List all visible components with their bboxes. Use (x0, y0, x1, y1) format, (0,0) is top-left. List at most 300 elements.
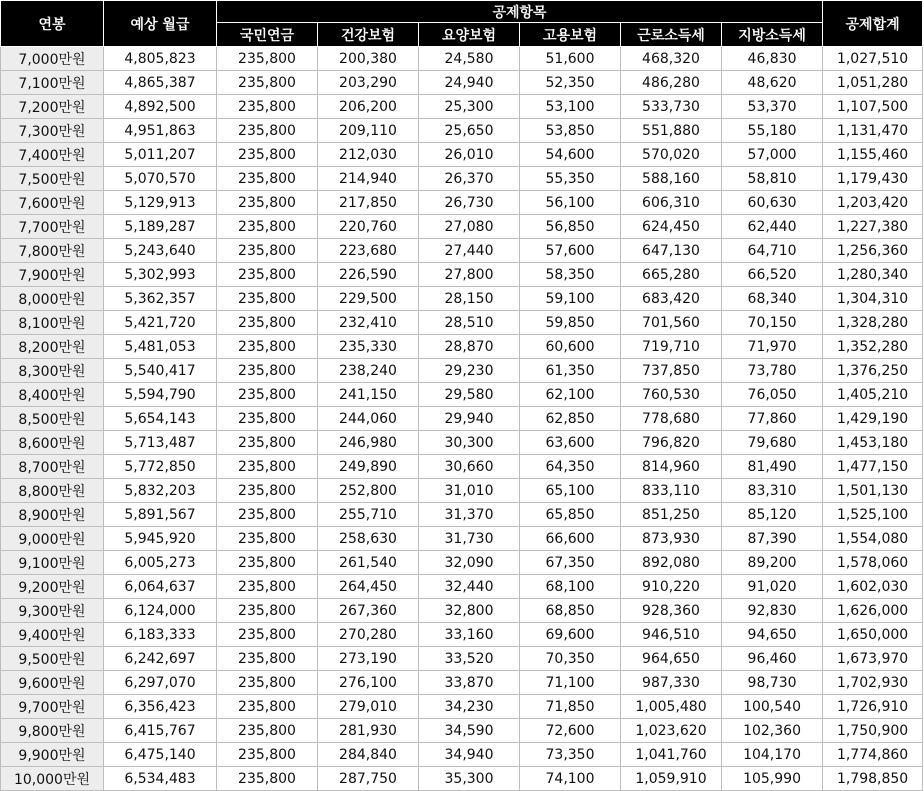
salary-cell: 9,400만원 (1, 623, 104, 647)
table-row (1, 143, 923, 167)
care-insurance-cell: 32,800 (419, 599, 520, 623)
employment-insurance-cell: 59,100 (520, 287, 621, 311)
total-deduction-cell: 1,650,000 (823, 623, 923, 647)
salary-cell: 7,400만원 (1, 143, 104, 167)
salary-cell: 9,500만원 (1, 647, 104, 671)
table-row (1, 431, 923, 455)
total-deduction-cell: 1,429,190 (823, 407, 923, 431)
salary-cell: 8,900만원 (1, 503, 104, 527)
health-insurance-cell: 212,030 (318, 143, 419, 167)
total-deduction-cell: 1,051,280 (823, 71, 923, 95)
care-insurance-cell: 34,590 (419, 719, 520, 743)
employment-insurance-cell: 62,850 (520, 407, 621, 431)
local-income-tax-cell: 48,620 (722, 71, 823, 95)
health-insurance-cell: 223,680 (318, 239, 419, 263)
local-income-tax-cell: 105,990 (722, 767, 823, 791)
local-income-tax-cell: 94,650 (722, 623, 823, 647)
care-insurance-cell: 26,010 (419, 143, 520, 167)
income-tax-cell: 551,880 (621, 119, 722, 143)
employment-insurance-cell: 60,600 (520, 335, 621, 359)
income-tax-cell: 701,560 (621, 311, 722, 335)
employment-insurance-cell: 51,600 (520, 47, 621, 71)
table-row (1, 335, 923, 359)
employment-insurance-cell: 54,600 (520, 143, 621, 167)
care-insurance-cell: 32,440 (419, 575, 520, 599)
total-deduction-cell: 1,304,310 (823, 287, 923, 311)
health-insurance-cell: 249,890 (318, 455, 419, 479)
local-income-tax-cell: 55,180 (722, 119, 823, 143)
national-pension-cell: 235,800 (217, 743, 318, 767)
table-row (1, 119, 923, 143)
salary-cell: 7,600만원 (1, 191, 104, 215)
health-insurance-cell: 235,330 (318, 335, 419, 359)
income-tax-cell: 778,680 (621, 407, 722, 431)
health-insurance-cell: 200,380 (318, 47, 419, 71)
health-insurance-cell: 252,800 (318, 479, 419, 503)
monthly-pay-cell: 4,805,823 (104, 47, 217, 71)
employment-insurance-cell: 56,100 (520, 191, 621, 215)
national-pension-cell: 235,800 (217, 383, 318, 407)
national-pension-cell: 235,800 (217, 167, 318, 191)
table-row (1, 215, 923, 239)
table-row (1, 527, 923, 551)
monthly-pay-cell: 6,064,637 (104, 575, 217, 599)
local-income-tax-cell: 64,710 (722, 239, 823, 263)
employment-insurance-cell: 72,600 (520, 719, 621, 743)
income-tax-cell: 1,059,910 (621, 767, 722, 791)
care-insurance-cell: 31,370 (419, 503, 520, 527)
table-row (1, 575, 923, 599)
total-deduction-cell: 1,256,360 (823, 239, 923, 263)
total-deduction-cell: 1,203,420 (823, 191, 923, 215)
local-income-tax-cell: 92,830 (722, 599, 823, 623)
salary-cell: 9,900만원 (1, 743, 104, 767)
national-pension-cell: 235,800 (217, 335, 318, 359)
salary-cell: 9,300만원 (1, 599, 104, 623)
employment-insurance-cell: 74,100 (520, 767, 621, 791)
national-pension-cell: 235,800 (217, 287, 318, 311)
care-insurance-cell: 31,730 (419, 527, 520, 551)
table-row (1, 479, 923, 503)
employment-insurance-cell: 69,600 (520, 623, 621, 647)
monthly-pay-cell: 6,242,697 (104, 647, 217, 671)
care-insurance-cell: 29,230 (419, 359, 520, 383)
income-tax-cell: 665,280 (621, 263, 722, 287)
salary-cell: 8,500만원 (1, 407, 104, 431)
national-pension-cell: 235,800 (217, 695, 318, 719)
employment-insurance-cell: 53,100 (520, 95, 621, 119)
monthly-pay-cell: 6,297,070 (104, 671, 217, 695)
table-row (1, 719, 923, 743)
total-deduction-cell: 1,179,430 (823, 167, 923, 191)
employment-insurance-cell: 67,350 (520, 551, 621, 575)
income-tax-cell: 606,310 (621, 191, 722, 215)
health-insurance-cell: 246,980 (318, 431, 419, 455)
table-row (1, 383, 923, 407)
employment-insurance-cell: 71,850 (520, 695, 621, 719)
care-insurance-cell: 26,370 (419, 167, 520, 191)
health-insurance-cell: 264,450 (318, 575, 419, 599)
employment-insurance-cell: 55,350 (520, 167, 621, 191)
table-row (1, 287, 923, 311)
care-insurance-cell: 33,870 (419, 671, 520, 695)
care-insurance-cell: 34,940 (419, 743, 520, 767)
monthly-pay-cell: 5,540,417 (104, 359, 217, 383)
local-income-tax-cell: 83,310 (722, 479, 823, 503)
header-total-deduction: 공제합계 (823, 1, 923, 47)
monthly-pay-cell: 5,129,913 (104, 191, 217, 215)
local-income-tax-cell: 58,810 (722, 167, 823, 191)
total-deduction-cell: 1,798,850 (823, 767, 923, 791)
health-insurance-cell: 244,060 (318, 407, 419, 431)
monthly-pay-cell: 5,189,287 (104, 215, 217, 239)
national-pension-cell: 235,800 (217, 431, 318, 455)
national-pension-cell: 235,800 (217, 311, 318, 335)
care-insurance-cell: 25,300 (419, 95, 520, 119)
monthly-pay-cell: 5,713,487 (104, 431, 217, 455)
monthly-pay-cell: 4,951,863 (104, 119, 217, 143)
care-insurance-cell: 34,230 (419, 695, 520, 719)
total-deduction-cell: 1,280,340 (823, 263, 923, 287)
table-row (1, 503, 923, 527)
income-tax-cell: 533,730 (621, 95, 722, 119)
table-row (1, 743, 923, 767)
care-insurance-cell: 29,940 (419, 407, 520, 431)
table-row (1, 71, 923, 95)
income-tax-cell: 851,250 (621, 503, 722, 527)
monthly-pay-cell: 5,945,920 (104, 527, 217, 551)
table-row (1, 647, 923, 671)
national-pension-cell: 235,800 (217, 527, 318, 551)
local-income-tax-cell: 76,050 (722, 383, 823, 407)
salary-cell: 8,200만원 (1, 335, 104, 359)
care-insurance-cell: 30,660 (419, 455, 520, 479)
salary-cell: 9,200만원 (1, 575, 104, 599)
national-pension-cell: 235,800 (217, 359, 318, 383)
health-insurance-cell: 229,500 (318, 287, 419, 311)
table-row (1, 767, 923, 791)
employment-insurance-cell: 68,100 (520, 575, 621, 599)
total-deduction-cell: 1,107,500 (823, 95, 923, 119)
care-insurance-cell: 32,090 (419, 551, 520, 575)
table-row (1, 407, 923, 431)
income-tax-cell: 624,450 (621, 215, 722, 239)
total-deduction-cell: 1,405,210 (823, 383, 923, 407)
employment-insurance-cell: 73,350 (520, 743, 621, 767)
monthly-pay-cell: 6,183,333 (104, 623, 217, 647)
national-pension-cell: 235,800 (217, 143, 318, 167)
care-insurance-cell: 28,150 (419, 287, 520, 311)
income-tax-cell: 760,530 (621, 383, 722, 407)
health-insurance-cell: 258,630 (318, 527, 419, 551)
health-insurance-cell: 232,410 (318, 311, 419, 335)
care-insurance-cell: 33,160 (419, 623, 520, 647)
care-insurance-cell: 35,300 (419, 767, 520, 791)
total-deduction-cell: 1,453,180 (823, 431, 923, 455)
local-income-tax-cell: 91,020 (722, 575, 823, 599)
care-insurance-cell: 27,800 (419, 263, 520, 287)
monthly-pay-cell: 5,243,640 (104, 239, 217, 263)
total-deduction-cell: 1,501,130 (823, 479, 923, 503)
header-national-pension: 국민연금 (217, 23, 318, 47)
table-header (1, 1, 923, 47)
employment-insurance-cell: 53,850 (520, 119, 621, 143)
health-insurance-cell: 214,940 (318, 167, 419, 191)
care-insurance-cell: 28,870 (419, 335, 520, 359)
local-income-tax-cell: 102,360 (722, 719, 823, 743)
salary-cell: 10,000만원 (1, 767, 104, 791)
care-insurance-cell: 25,650 (419, 119, 520, 143)
local-income-tax-cell: 53,370 (722, 95, 823, 119)
income-tax-cell: 796,820 (621, 431, 722, 455)
employment-insurance-cell: 56,850 (520, 215, 621, 239)
national-pension-cell: 235,800 (217, 407, 318, 431)
monthly-pay-cell: 6,005,273 (104, 551, 217, 575)
health-insurance-cell: 267,360 (318, 599, 419, 623)
health-insurance-cell: 209,110 (318, 119, 419, 143)
salary-cell: 9,000만원 (1, 527, 104, 551)
local-income-tax-cell: 62,440 (722, 215, 823, 239)
income-tax-cell: 588,160 (621, 167, 722, 191)
national-pension-cell: 235,800 (217, 239, 318, 263)
income-tax-cell: 814,960 (621, 455, 722, 479)
employment-insurance-cell: 71,100 (520, 671, 621, 695)
local-income-tax-cell: 68,340 (722, 287, 823, 311)
table-row (1, 239, 923, 263)
health-insurance-cell: 273,190 (318, 647, 419, 671)
salary-cell: 7,300만원 (1, 119, 104, 143)
monthly-pay-cell: 6,415,767 (104, 719, 217, 743)
total-deduction-cell: 1,131,470 (823, 119, 923, 143)
income-tax-cell: 910,220 (621, 575, 722, 599)
total-deduction-cell: 1,376,250 (823, 359, 923, 383)
income-tax-cell: 486,280 (621, 71, 722, 95)
national-pension-cell: 235,800 (217, 119, 318, 143)
total-deduction-cell: 1,352,280 (823, 335, 923, 359)
care-insurance-cell: 28,510 (419, 311, 520, 335)
salary-cell: 9,100만원 (1, 551, 104, 575)
total-deduction-cell: 1,774,860 (823, 743, 923, 767)
health-insurance-cell: 226,590 (318, 263, 419, 287)
local-income-tax-cell: 71,970 (722, 335, 823, 359)
national-pension-cell: 235,800 (217, 479, 318, 503)
total-deduction-cell: 1,155,460 (823, 143, 923, 167)
monthly-pay-cell: 6,356,423 (104, 695, 217, 719)
care-insurance-cell: 27,440 (419, 239, 520, 263)
income-tax-cell: 928,360 (621, 599, 722, 623)
local-income-tax-cell: 79,680 (722, 431, 823, 455)
health-insurance-cell: 217,850 (318, 191, 419, 215)
employment-insurance-cell: 70,350 (520, 647, 621, 671)
care-insurance-cell: 29,580 (419, 383, 520, 407)
employment-insurance-cell: 65,850 (520, 503, 621, 527)
income-tax-cell: 468,320 (621, 47, 722, 71)
income-tax-cell: 964,650 (621, 647, 722, 671)
monthly-pay-cell: 5,302,993 (104, 263, 217, 287)
national-pension-cell: 235,800 (217, 47, 318, 71)
health-insurance-cell: 261,540 (318, 551, 419, 575)
care-insurance-cell: 27,080 (419, 215, 520, 239)
health-insurance-cell: 281,930 (318, 719, 419, 743)
monthly-pay-cell: 5,421,720 (104, 311, 217, 335)
local-income-tax-cell: 66,520 (722, 263, 823, 287)
total-deduction-cell: 1,525,100 (823, 503, 923, 527)
salary-cell: 8,800만원 (1, 479, 104, 503)
health-insurance-cell: 276,100 (318, 671, 419, 695)
salary-cell: 9,600만원 (1, 671, 104, 695)
income-tax-cell: 647,130 (621, 239, 722, 263)
total-deduction-cell: 1,477,150 (823, 455, 923, 479)
total-deduction-cell: 1,726,910 (823, 695, 923, 719)
table-row (1, 599, 923, 623)
total-deduction-cell: 1,578,060 (823, 551, 923, 575)
header-employment-insurance: 고용보험 (520, 23, 621, 47)
income-tax-cell: 719,710 (621, 335, 722, 359)
local-income-tax-cell: 85,120 (722, 503, 823, 527)
employment-insurance-cell: 65,100 (520, 479, 621, 503)
income-tax-cell: 1,005,480 (621, 695, 722, 719)
care-insurance-cell: 24,940 (419, 71, 520, 95)
total-deduction-cell: 1,027,510 (823, 47, 923, 71)
care-insurance-cell: 24,580 (419, 47, 520, 71)
national-pension-cell: 235,800 (217, 575, 318, 599)
income-tax-cell: 737,850 (621, 359, 722, 383)
care-insurance-cell: 30,300 (419, 431, 520, 455)
care-insurance-cell: 33,520 (419, 647, 520, 671)
table-row (1, 455, 923, 479)
local-income-tax-cell: 57,000 (722, 143, 823, 167)
income-tax-cell: 1,041,760 (621, 743, 722, 767)
health-insurance-cell: 203,290 (318, 71, 419, 95)
salary-cell: 9,700만원 (1, 695, 104, 719)
total-deduction-cell: 1,626,000 (823, 599, 923, 623)
monthly-pay-cell: 6,534,483 (104, 767, 217, 791)
national-pension-cell: 235,800 (217, 623, 318, 647)
income-tax-cell: 570,020 (621, 143, 722, 167)
local-income-tax-cell: 77,860 (722, 407, 823, 431)
monthly-pay-cell: 5,832,203 (104, 479, 217, 503)
salary-cell: 8,100만원 (1, 311, 104, 335)
national-pension-cell: 235,800 (217, 503, 318, 527)
national-pension-cell: 235,800 (217, 455, 318, 479)
salary-cell: 7,700만원 (1, 215, 104, 239)
monthly-pay-cell: 5,891,567 (104, 503, 217, 527)
table-row (1, 551, 923, 575)
salary-cell: 9,800만원 (1, 719, 104, 743)
monthly-pay-cell: 5,772,850 (104, 455, 217, 479)
care-insurance-cell: 31,010 (419, 479, 520, 503)
header-income-tax: 근로소득세 (621, 23, 722, 47)
salary-cell: 7,200만원 (1, 95, 104, 119)
table-row (1, 695, 923, 719)
national-pension-cell: 235,800 (217, 719, 318, 743)
monthly-pay-cell: 4,892,500 (104, 95, 217, 119)
table-row (1, 311, 923, 335)
header-health-insurance: 건강보험 (318, 23, 419, 47)
employment-insurance-cell: 57,600 (520, 239, 621, 263)
health-insurance-cell: 206,200 (318, 95, 419, 119)
salary-cell: 7,500만원 (1, 167, 104, 191)
local-income-tax-cell: 104,170 (722, 743, 823, 767)
income-tax-cell: 873,930 (621, 527, 722, 551)
employment-insurance-cell: 68,850 (520, 599, 621, 623)
total-deduction-cell: 1,227,380 (823, 215, 923, 239)
total-deduction-cell: 1,554,080 (823, 527, 923, 551)
salary-cell: 7,000만원 (1, 47, 104, 71)
health-insurance-cell: 270,280 (318, 623, 419, 647)
national-pension-cell: 235,800 (217, 551, 318, 575)
table-row (1, 167, 923, 191)
total-deduction-cell: 1,750,900 (823, 719, 923, 743)
header-salary: 연봉 (1, 1, 104, 47)
local-income-tax-cell: 98,730 (722, 671, 823, 695)
employment-insurance-cell: 64,350 (520, 455, 621, 479)
employment-insurance-cell: 52,350 (520, 71, 621, 95)
salary-cell: 7,900만원 (1, 263, 104, 287)
income-tax-cell: 892,080 (621, 551, 722, 575)
employment-insurance-cell: 66,600 (520, 527, 621, 551)
table-row (1, 263, 923, 287)
employment-insurance-cell: 62,100 (520, 383, 621, 407)
table-row (1, 95, 923, 119)
total-deduction-cell: 1,702,930 (823, 671, 923, 695)
header-local-income-tax: 지방소득세 (722, 23, 823, 47)
salary-cell: 8,000만원 (1, 287, 104, 311)
monthly-pay-cell: 5,011,207 (104, 143, 217, 167)
monthly-pay-cell: 4,865,387 (104, 71, 217, 95)
total-deduction-cell: 1,602,030 (823, 575, 923, 599)
care-insurance-cell: 26,730 (419, 191, 520, 215)
national-pension-cell: 235,800 (217, 95, 318, 119)
local-income-tax-cell: 87,390 (722, 527, 823, 551)
income-tax-cell: 987,330 (621, 671, 722, 695)
table-row (1, 623, 923, 647)
national-pension-cell: 235,800 (217, 767, 318, 791)
local-income-tax-cell: 89,200 (722, 551, 823, 575)
local-income-tax-cell: 70,150 (722, 311, 823, 335)
health-insurance-cell: 220,760 (318, 215, 419, 239)
health-insurance-cell: 287,750 (318, 767, 419, 791)
header-monthly-pay: 예상 월급 (104, 1, 217, 47)
table-body (1, 47, 923, 791)
local-income-tax-cell: 81,490 (722, 455, 823, 479)
health-insurance-cell: 241,150 (318, 383, 419, 407)
income-tax-cell: 946,510 (621, 623, 722, 647)
monthly-pay-cell: 5,594,790 (104, 383, 217, 407)
total-deduction-cell: 1,328,280 (823, 311, 923, 335)
header-deductions-group: 공제항목 (217, 1, 823, 23)
national-pension-cell: 235,800 (217, 191, 318, 215)
employment-insurance-cell: 58,350 (520, 263, 621, 287)
monthly-pay-cell: 5,481,053 (104, 335, 217, 359)
local-income-tax-cell: 73,780 (722, 359, 823, 383)
local-income-tax-cell: 46,830 (722, 47, 823, 71)
employment-insurance-cell: 59,850 (520, 311, 621, 335)
table-row (1, 47, 923, 71)
salary-cell: 8,300만원 (1, 359, 104, 383)
national-pension-cell: 235,800 (217, 647, 318, 671)
health-insurance-cell: 279,010 (318, 695, 419, 719)
income-tax-cell: 1,023,620 (621, 719, 722, 743)
health-insurance-cell: 238,240 (318, 359, 419, 383)
local-income-tax-cell: 96,460 (722, 647, 823, 671)
monthly-pay-cell: 5,654,143 (104, 407, 217, 431)
salary-cell: 7,100만원 (1, 71, 104, 95)
income-tax-cell: 683,420 (621, 287, 722, 311)
local-income-tax-cell: 60,630 (722, 191, 823, 215)
salary-cell: 7,800만원 (1, 239, 104, 263)
monthly-pay-cell: 5,070,570 (104, 167, 217, 191)
